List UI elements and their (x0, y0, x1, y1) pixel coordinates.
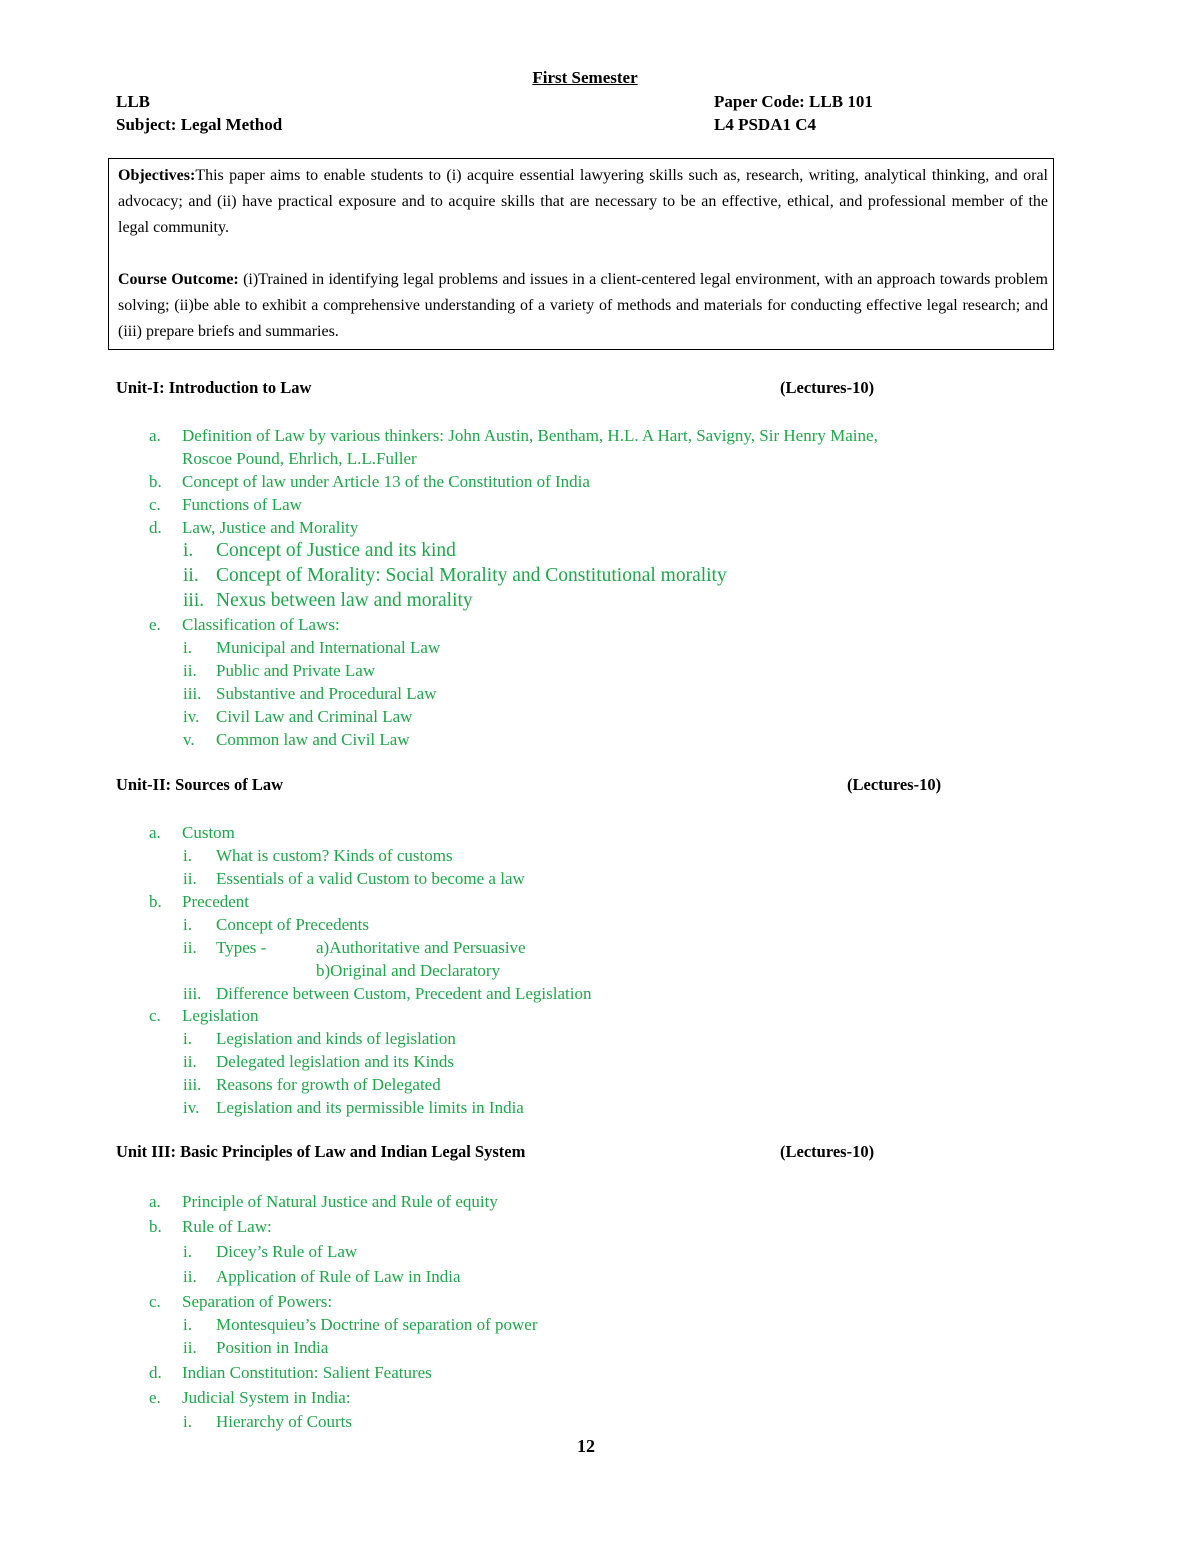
item-label: ii. (183, 565, 199, 586)
item-text: Public and Private Law (216, 661, 376, 680)
item-label: ii. (183, 869, 197, 888)
item-text: Legislation and kinds of legislation (216, 1029, 456, 1048)
item-text: Functions of Law (182, 495, 302, 514)
unit-3-lectures: (Lectures-10) (780, 1142, 875, 1161)
item-label: d. (149, 518, 162, 537)
item-label: b. (149, 472, 162, 491)
item-text: Delegated legislation and its Kinds (216, 1052, 454, 1071)
unit-2-title: Unit-II: Sources of Law (116, 775, 283, 794)
item-subtext: b)Original and Declaratory (316, 961, 501, 980)
item-text: Separation of Powers: (182, 1292, 333, 1311)
item-text: Indian Constitution: Salient Features (182, 1363, 432, 1382)
item-text: Roscoe Pound, Ehrlich, L.L.Fuller (182, 449, 417, 468)
page-number: 12 (577, 1436, 595, 1456)
unit-1-lectures: (Lectures-10) (780, 378, 875, 397)
item-label: a. (149, 426, 161, 445)
item-label: b. (149, 892, 162, 911)
item-label: i. (183, 540, 194, 561)
unit-1-title: Unit-I: Introduction to Law (116, 378, 312, 397)
item-label: v. (183, 730, 195, 749)
item-text: Common law and Civil Law (216, 730, 410, 749)
item-text: Application of Rule of Law in India (216, 1267, 461, 1286)
objectives-box (108, 158, 1054, 350)
item-label: i. (183, 915, 192, 934)
item-text: Montesquieu’s Doctrine of separation of power (216, 1315, 538, 1334)
item-label: i. (183, 1315, 192, 1334)
item-text: Legislation (182, 1006, 259, 1025)
unit-2-lectures: (Lectures-10) (847, 775, 942, 794)
item-label: e. (149, 615, 161, 634)
item-text: What is custom? Kinds of customs (216, 846, 453, 865)
program-name: LLB (116, 92, 151, 111)
item-label: ii. (183, 1338, 197, 1357)
item-label: iv. (183, 1098, 200, 1117)
item-subtext: a)Authoritative and Persuasive (316, 938, 526, 957)
item-text: Concept of Precedents (216, 915, 369, 934)
item-label: i. (183, 1242, 192, 1261)
paper-code: Paper Code: LLB 101 (714, 92, 873, 111)
outcome-paragraph (118, 267, 1048, 345)
item-label: i. (183, 1412, 192, 1431)
item-text: Definition of Law by various thinkers: John Austin, Bentham, H.L. A Hart, Savigny, Sir Henry Maine, (182, 426, 878, 445)
item-label: c. (149, 1006, 161, 1025)
item-text: Municipal and International Law (216, 638, 441, 657)
item-label: e. (149, 1388, 161, 1407)
item-label: ii. (183, 938, 197, 957)
subject-title: Subject: Legal Method (116, 115, 283, 134)
item-text: Difference between Custom, Precedent and Legislation (216, 984, 592, 1003)
item-text: Reasons for growth of Delegated (216, 1075, 441, 1094)
item-label: iii. (183, 984, 202, 1003)
unit-3-title: Unit III: Basic Principles of Law and Indian Legal System (116, 1142, 526, 1161)
item-text: Concept of law under Article 13 of the Constitution of India (182, 472, 590, 491)
item-text: Custom (182, 823, 235, 842)
item-text: Essentials of a valid Custom to become a law (216, 869, 525, 888)
item-label: ii. (183, 661, 197, 680)
item-text: Nexus between law and morality (216, 590, 473, 611)
item-label: iii. (183, 684, 202, 703)
item-text: Hierarchy of Courts (216, 1412, 352, 1431)
item-text: Principle of Natural Justice and Rule of equity (182, 1192, 498, 1211)
item-text: Legislation and its permissible limits in India (216, 1098, 524, 1117)
item-text: Precedent (182, 892, 250, 911)
item-text: Substantive and Procedural Law (216, 684, 437, 703)
item-text: Concept of Morality: Social Morality and Constitutional morality (216, 565, 727, 586)
item-label: ii. (183, 1267, 197, 1286)
item-text: Judicial System in India: (182, 1388, 351, 1407)
item-text: Concept of Justice and its kind (216, 540, 456, 561)
item-label: c. (149, 1292, 161, 1311)
item-label: ii. (183, 1052, 197, 1071)
objectives-label: Objectives: (118, 167, 196, 184)
item-text: Classification of Laws: (182, 615, 340, 634)
item-label: iii. (183, 590, 205, 611)
objectives-paragraph (118, 163, 1048, 241)
item-text: Civil Law and Criminal Law (216, 707, 413, 726)
semester-title: First Semester (532, 68, 638, 87)
item-label: i. (183, 1029, 192, 1048)
item-label: a. (149, 1192, 161, 1211)
objectives-text: This paper aims to enable students to (i) acquire essential lawyering skills such as, research, writing, analytical thinking, and oral advocacy; and (ii) have practical exposure and to acquire skills that are necessary to be an effective, ethical, and professional member of the legal community. (118, 167, 1048, 236)
item-label: a. (149, 823, 161, 842)
item-text: Rule of Law: (182, 1217, 272, 1236)
item-label: b. (149, 1217, 162, 1236)
item-label: i. (183, 846, 192, 865)
item-text: Types - (216, 938, 267, 957)
item-text: Law, Justice and Morality (182, 518, 359, 537)
item-label: iv. (183, 707, 200, 726)
item-text: Dicey’s Rule of Law (216, 1242, 358, 1261)
outcome-text: (i)Trained in identifying legal problems and issues in a client-centered legal environment, with an approach towards problem solving; (ii)be able to exhibit a comprehensive understanding of a variety of methods and materials for conducting effective legal research; and (iii) prepare briefs and summaries. (118, 271, 1048, 340)
item-text: Position in India (216, 1338, 329, 1357)
item-label: iii. (183, 1075, 202, 1094)
credit-scheme: L4 PSDA1 C4 (714, 115, 817, 134)
outcome-label: Course Outcome: (118, 271, 239, 288)
item-label: i. (183, 638, 192, 657)
item-label: d. (149, 1363, 162, 1382)
item-label: c. (149, 495, 161, 514)
